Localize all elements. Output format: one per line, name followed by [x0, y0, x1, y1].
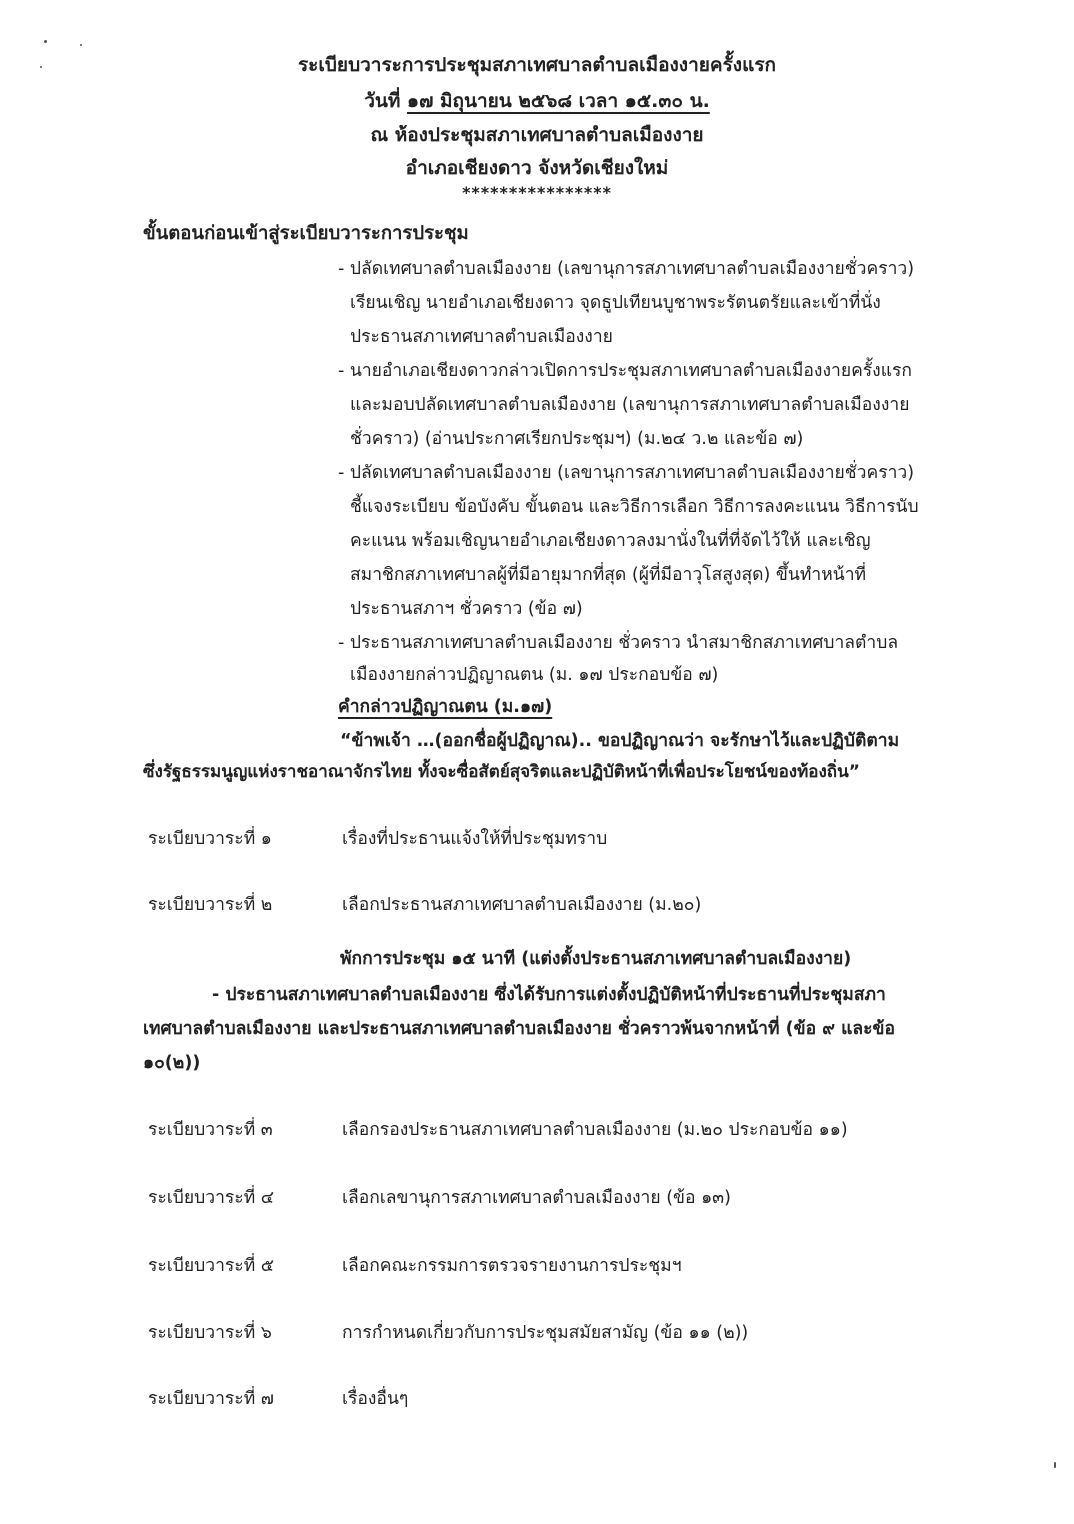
- scan-speck: [80, 44, 82, 46]
- agenda-7-label: ระเบียบวาระที่ ๗: [148, 1389, 274, 1409]
- meeting-venue: ณ ห้องประชุมสภาเทศบาลตำบลเมืองงาย: [370, 124, 704, 146]
- agenda-1-label: ระเบียบวาระที่ ๑: [148, 829, 272, 849]
- oath-line-1: “ข้าพเจ้า …(ออกชื่อผู้ปฏิญาณ).. ขอปฏิญาณว่า จะรักษาไว้และปฏิบัติตาม: [340, 731, 900, 751]
- agenda-4-label: ระเบียบวาระที่ ๔: [148, 1188, 275, 1208]
- pre-item-3-line-3: คะแนน พร้อมเชิญนายอำเภอเชียงดาวลงมานั่งในที่ที่จัดไว้ให้ และเชิญ: [350, 531, 871, 551]
- agenda-6-label: ระเบียบวาระที่ ๖: [148, 1323, 272, 1343]
- separator-stars: ****************: [462, 183, 612, 202]
- pre-item-1-line-3: ประธานสภาเทศบาลตำบลเมืองงาย: [350, 327, 613, 347]
- agenda-3-label: ระเบียบวาระที่ ๓: [148, 1120, 273, 1140]
- break-line-1: - ประธานสภาเทศบาลตำบลเมืองงาย ซึ่งได้รับการแต่งตั้งปฏิบัติหน้าที่ประธานที่ประชุมสภา: [212, 985, 886, 1005]
- pre-item-3-line-1: - ปลัดเทศบาลตำบลเมืองงาย (เลขานุการสภาเทศบาลตำบลเมืองงายชั่วคราว): [338, 463, 915, 483]
- pre-item-4-line-1: - ประธานสภาเทศบาลตำบลเมืองงาย ชั่วคราว นำสมาชิกสภาเทศบาลตำบล: [338, 633, 899, 653]
- agenda-2-text: เลือกประธานสภาเทศบาลตำบลเมืองงาย (ม.๒๐): [342, 895, 702, 915]
- pre-item-3-line-5: ประธานสภาฯ ชั่วคราว (ข้อ ๗): [350, 599, 583, 619]
- agenda-5-text: เลือกคณะกรรมการตรวจรายงานการประชุมฯ: [342, 1256, 682, 1276]
- pre-item-2-line-1: - นายอำเภอเชียงดาวกล่าวเปิดการประชุมสภาเทศบาลตำบลเมืองงายครั้งแรก: [338, 361, 913, 381]
- meeting-date: [0, 86, 1074, 116]
- pre-item-1-line-2: เรียนเชิญ นายอำเภอเชียงดาว จุดธูปเทียนบูชาพระรัตนตรัยและเข้าที่นั่ง: [350, 293, 881, 313]
- agenda-5-label: ระเบียบวาระที่ ๕: [148, 1256, 275, 1276]
- agenda-1-text: เรื่องที่ประธานแจ้งให้ที่ประชุมทราบ: [342, 829, 608, 849]
- scan-speck: [44, 40, 47, 43]
- agenda-7-text: เรื่องอื่นๆ: [342, 1389, 409, 1409]
- pre-item-3-line-2: ชี้แจงระเบียบ ข้อบังคับ ขั้นตอน และวิธีการเลือก วิธีการลงคะแนน วิธีการนับ: [350, 497, 919, 517]
- break-heading: พักการประชุม ๑๕ นาที (แต่งตั้งประธานสภาเทศบาลตำบลเมืองงาย): [340, 949, 852, 969]
- break-line-2: เทศบาลตำบลเมืองงาย และประธานสภาเทศบาลตำบลเมืองงาย ชั่วคราวพ้นจากหน้าที่ (ข้อ ๙ และข้อ: [143, 1019, 895, 1039]
- pre-section-heading: ขั้นตอนก่อนเข้าสู่ระเบียบวาระการประชุม: [143, 223, 469, 244]
- agenda-2-label: ระเบียบวาระที่ ๒: [148, 895, 273, 915]
- oath-line-2: ซึ่งรัฐธรรมนูญแห่งราชอาณาจักรไทย ทั้งจะซื่อสัตย์สุจริตและปฏิบัติหน้าที่เพื่อประโยชน์ของท้องถิ่น”: [143, 762, 860, 782]
- document-title: ระเบียบวาระการประชุมสภาเทศบาลตำบลเมืองงายครั้งแรก: [297, 54, 777, 76]
- agenda-3-text: เลือกรองประธานสภาเทศบาลตำบลเมืองงาย (ม.๒๐ ประกอบข้อ ๑๑): [342, 1120, 848, 1140]
- pre-item-3-line-4: สมาชิกสภาเทศบาลผู้ที่มีอายุมากที่สุด (ผู้ที่มีอาวุโสสูงสุด) ขึ้นทำหน้าที่: [350, 565, 867, 585]
- date-value: ๑๗ มิถุนายน ๒๕๖๘ เวลา ๑๕.๓๐ น.: [407, 90, 710, 112]
- break-line-3: ๑๐(๒)): [143, 1053, 201, 1073]
- agenda-4-text: เลือกเลขานุการสภาเทศบาลตำบลเมืองงาย (ข้อ ๑๓): [342, 1188, 731, 1208]
- pre-item-1-line-1: - ปลัดเทศบาลตำบลเมืองงาย (เลขานุการสภาเทศบาลตำบลเมืองงายชั่วคราว): [338, 259, 915, 279]
- agenda-6-text: การกำหนดเกี่ยวกับการประชุมสมัยสามัญ (ข้อ ๑๑ (๒)): [342, 1323, 749, 1343]
- pre-item-4-line-2: เมืองงายกล่าวปฏิญาณตน (ม. ๑๗ ประกอบข้อ ๗): [350, 665, 719, 685]
- meeting-district: อำเภอเชียงดาว จังหวัดเชียงใหม่: [405, 157, 669, 179]
- pre-item-2-line-3: ชั่วคราว) (อ่านประกาศเรียกประชุมฯ) (ม.๒๔ ว.๒ และข้อ ๗): [350, 429, 804, 449]
- scan-speck: [1054, 1462, 1056, 1468]
- date-prefix: วันที่: [364, 90, 401, 112]
- oath-heading: คำกล่าวปฏิญาณตน (ม.๑๗): [338, 697, 553, 717]
- pre-item-2-line-2: และมอบปลัดเทศบาลตำบลเมืองงาย (เลขานุการสภาเทศบาลตำบลเมืองงาย: [350, 395, 910, 415]
